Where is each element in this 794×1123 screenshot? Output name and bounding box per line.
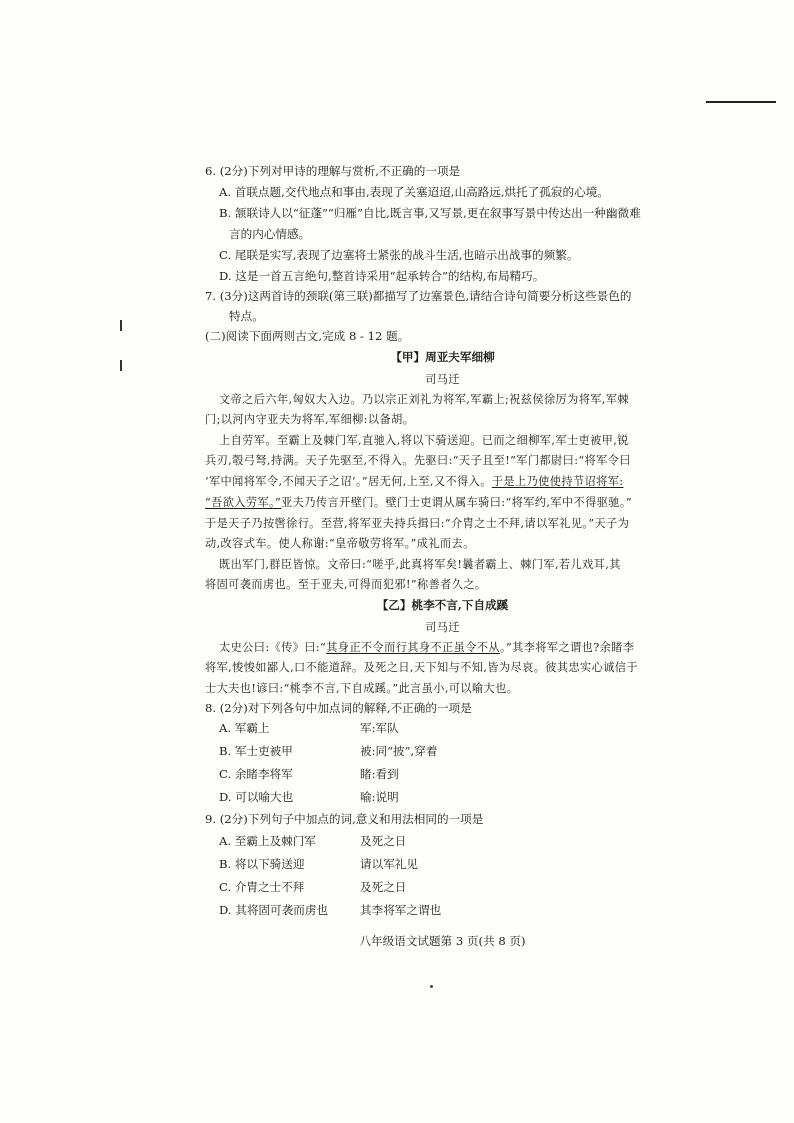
- text-a-p3-cont: 将固可袭而虏也。至于亚夫,可得而犯邪!”称善者久之。: [205, 578, 487, 591]
- q6-option-a: A. 首联点题,交代地点和事由,表现了关塞迢迢,山高路远,烘托了孤寂的心境。: [219, 185, 609, 199]
- q9-row-right: 其李将军之谓也: [360, 903, 442, 917]
- text-a-p2-cont: 兵刃,彀弓弩,持满。天子先驱至,不得入。先驱曰:“天子且至!”军门都尉曰:“将军令曰: [205, 454, 631, 467]
- q9-row: [205, 878, 659, 898]
- underlined-sentence: 于是上乃使使持节诏将军:: [491, 475, 624, 488]
- q9-row-left: D. 其将固可袭而虏也: [219, 903, 329, 917]
- q9-stem: 9. (2分)下列句子中加点的词,意义和用法相同的一项是: [205, 812, 484, 826]
- q9-row-left: C. 介胄之士不拜: [219, 880, 305, 894]
- q8-row-left: C. 余睹李将军: [219, 767, 293, 781]
- margin-tick: [120, 360, 122, 371]
- underlined-sentence: “吾欲入劳军。”: [205, 496, 282, 509]
- text-a-p2-span: ‘军中闻将军令,不闻天子之诏’。”居无何,上至,又不得入。: [205, 475, 492, 488]
- q6-option-d: D. 这是一首五言绝句,整首诗采用“起承转合”的结构,布局精巧。: [219, 269, 545, 283]
- q8-row-right: 军:军队: [360, 721, 399, 735]
- text-b-author: 司马迁: [425, 621, 460, 634]
- q8-row-left: B. 军士吏被甲: [219, 744, 293, 758]
- q8-stem: 8. (2分)对下列各句中加点词的解释,不正确的一项是: [205, 701, 472, 715]
- text-a-author: 司马迁: [425, 373, 460, 386]
- text-a-p3: 既出军门,群臣皆惊。文帝曰:“嗟乎,此真将军矣!曩者霸上、棘门军,若儿戏耳,其: [219, 558, 621, 571]
- q6-stem: 6. (2分)下列对甲诗的理解与赏析,不正确的一项是: [205, 164, 461, 178]
- text-a-p2-span: 亚夫乃传言开壁门。壁门士吏谓从属车骑曰:“将军约,军中不得驱驰。”: [281, 496, 632, 509]
- q8-row-right: 睹:看到: [360, 767, 399, 781]
- q9-row: [205, 832, 659, 852]
- q9-row: [205, 901, 659, 921]
- text-b-p1-cont: 将军,悛悛如鄙人,口不能道辞。及死之日,天下知与不知,皆为尽哀。彼其忠实心诚信于: [205, 661, 638, 674]
- text-b-p1: [205, 638, 634, 658]
- q7-stem-cont: 特点。: [229, 309, 264, 323]
- q8-row: [205, 788, 659, 808]
- text-a-p2-cont: [205, 493, 632, 513]
- q8-row: [205, 719, 659, 739]
- text-a-title: 【甲】周亚夫军细柳: [390, 350, 495, 364]
- q8-row-right: 被:同“披”,穿着: [360, 744, 438, 758]
- q9-row-left: B. 将以下骑送迎: [219, 857, 305, 871]
- q8-row: [205, 765, 659, 785]
- q6-option-c: C. 尾联是实写,表现了边塞将士紧张的战斗生活,也暗示出战事的频繁。: [219, 248, 579, 262]
- text-a-p1-cont: 门;以河内守亚夫为将军,军细柳:以备胡。: [205, 413, 415, 426]
- text-b-span: 太史公曰:《传》曰:“: [219, 641, 327, 654]
- q9-row-right: 请以军礼见: [360, 857, 418, 871]
- text-a-p2: 上自劳军。至霸上及棘门军,直驰入,将以下骑送迎。已而之细柳军,军士吏被甲,锐: [219, 434, 629, 447]
- q6-option-b: B. 颔联诗人以“征蓬”“归雁”自比,既言事,又写景,更在叙事写景中传达出一种幽微难: [219, 206, 641, 220]
- scan-speck: [430, 985, 433, 988]
- q7-stem: 7. (3分)这两首诗的颈联(第三联)都描写了边塞景色,请结合诗句简要分析这些景色的: [205, 289, 632, 303]
- underlined-sentence: 其身正不令而行其身不正虽令不从: [326, 641, 500, 654]
- top-rule: [706, 101, 776, 103]
- text-b-p1-cont: 士大夫也!谚曰:“桃李不言,下自成蹊。”此言虽小,可以喻大也。: [205, 682, 519, 695]
- q9-row-left: A. 至霸上及棘门军: [219, 834, 316, 848]
- q9-row-right: 及死之日: [360, 834, 407, 848]
- q9-row-right: 及死之日: [360, 880, 407, 894]
- q8-row-right: 喻:说明: [360, 790, 399, 804]
- text-b-span: 。”其李将军之谓也?余睹李: [500, 641, 635, 654]
- q8-row: [205, 742, 659, 762]
- text-a-p2-cont: [205, 472, 623, 492]
- q9-row: [205, 855, 659, 875]
- margin-tick: [120, 320, 122, 331]
- text-a-p2-cont: 于是天子乃按辔徐行。至营,将军亚夫持兵揖曰:“介胄之士不拜,请以军礼见。”天子为: [205, 517, 630, 530]
- page-footer: 八年级语文试题第 3 页(共 8 页): [359, 934, 526, 948]
- q6-option-b-cont: 言的内心情感。: [229, 227, 311, 241]
- section-heading: (二)阅读下面两则古文,完成 8 - 12 题。: [205, 329, 410, 343]
- q8-row-left: D. 可以喻大也: [219, 790, 294, 804]
- text-b-title: 【乙】桃李不言,下自成蹊: [376, 598, 509, 612]
- q8-row-left: A. 军霸上: [219, 721, 270, 735]
- text-a-p2-cont: 动,改容式车。使人称谢:“皇帝敬劳将军。”成礼而去。: [205, 537, 475, 550]
- text-a-p1: 文帝之后六年,匈奴大入边。乃以宗正刘礼为将军,军霸上;祝兹侯徐厉为将军,军棘: [219, 393, 630, 406]
